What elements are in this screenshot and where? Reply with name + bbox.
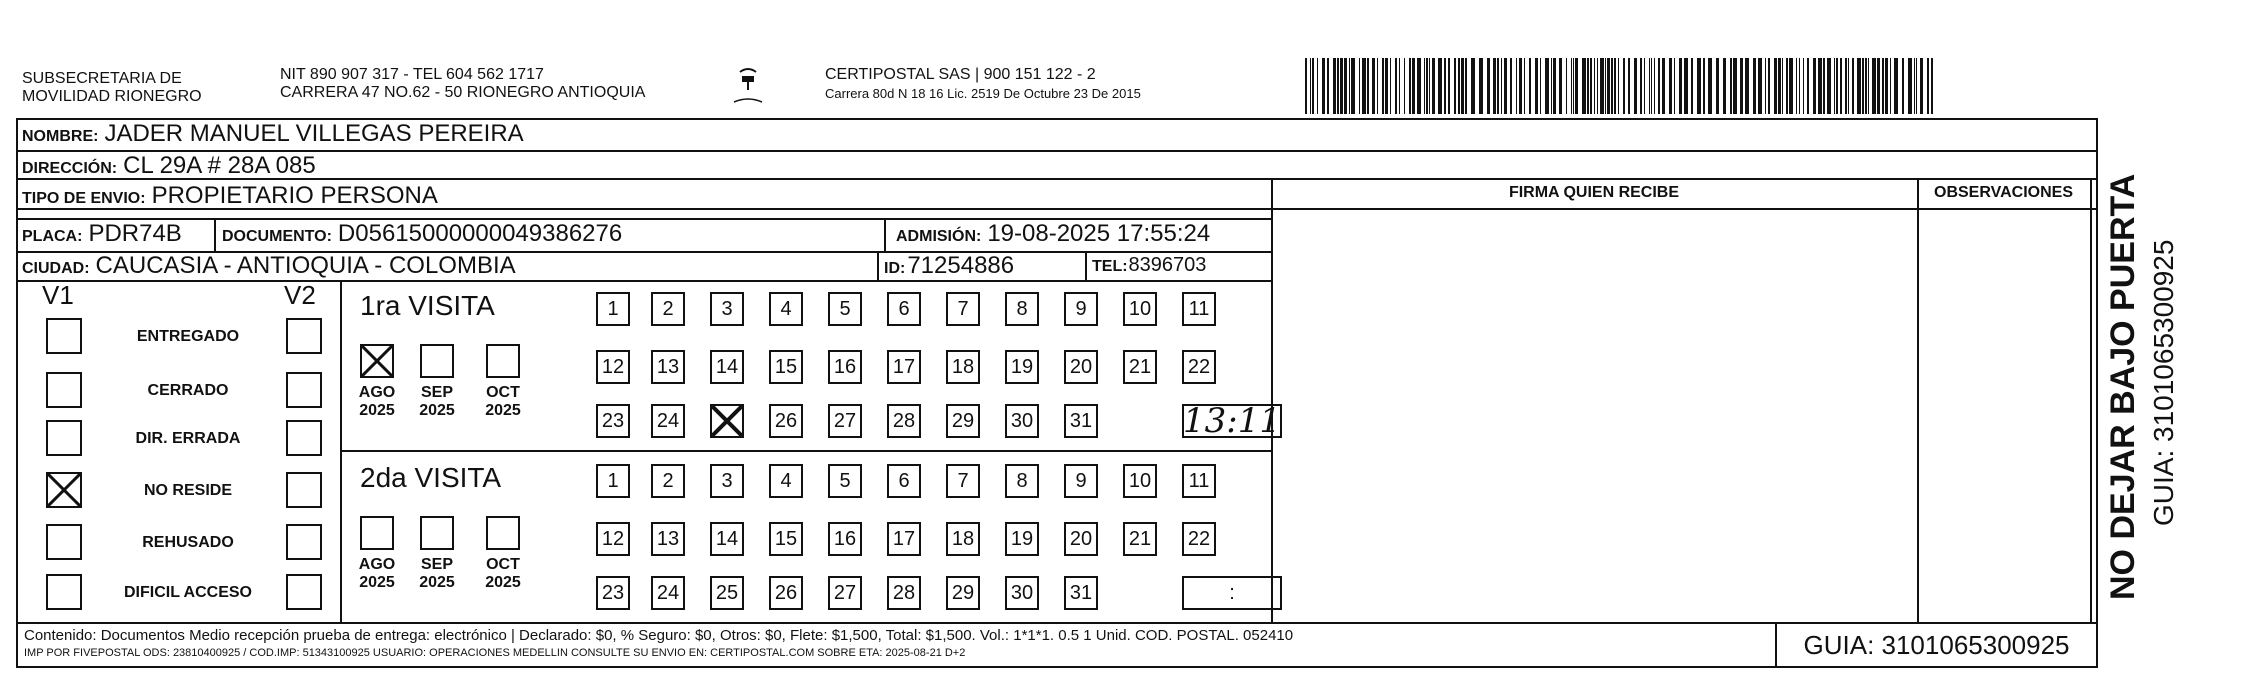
tipo-envio-value: PROPIETARIO PERSONA [151, 182, 438, 209]
v1-checkbox-6[interactable] [46, 574, 82, 610]
day-box-12[interactable]: 12 [596, 350, 630, 384]
footer-guia: GUIA: 3101065300925 [1803, 630, 2070, 660]
documento-label: DOCUMENTO: [222, 228, 332, 245]
month-year: 2025 [419, 574, 455, 591]
time-value: : [1229, 581, 1235, 604]
day-box-9[interactable]: 9 [1064, 464, 1098, 498]
courier-line-1: CERTIPOSTAL SAS | 900 151 122 - 2 [825, 66, 1096, 83]
v2-checkbox-3[interactable] [286, 420, 322, 456]
day-box-4[interactable]: 4 [769, 464, 803, 498]
status-label: ENTREGADO [136, 328, 240, 345]
time-value: 13:11 [1183, 401, 1281, 441]
month-checkbox[interactable] [420, 344, 454, 378]
day-box-24[interactable]: 24 [651, 404, 685, 438]
day-box-31[interactable]: 31 [1064, 404, 1098, 438]
day-box-6[interactable]: 6 [887, 292, 921, 326]
day-box-17[interactable]: 17 [887, 350, 921, 384]
month-name: OCT [486, 556, 520, 573]
day-box-26[interactable]: 26 [769, 404, 803, 438]
day-box-20[interactable]: 20 [1064, 350, 1098, 384]
day-box-7[interactable]: 7 [946, 464, 980, 498]
status-label: NO RESIDE [143, 482, 232, 499]
ciudad-row [22, 252, 516, 280]
day-box-19[interactable]: 19 [1005, 350, 1039, 384]
v2-header: V2 [284, 280, 316, 310]
ciudad-value: CAUCASIA - ANTIOQUIA - COLOMBIA [95, 252, 516, 279]
footer-line-2: IMP POR FIVEPOSTAL ODS: 23810400925 / COD.IMP: 51343100925 USUARIO: OPERACIONES MEDELLIN CONSULTE SU ENVIO EN: CERTIPOSTAL.COM SOBRE ETA: 2025-08-21 D+2 [24, 647, 966, 659]
day-box-21[interactable]: 21 [1123, 522, 1157, 556]
courier-line-2: Carrera 80d N 18 16 Lic. 2519 De Octubre 23 De 2015 [825, 86, 1141, 101]
day-box-18[interactable]: 18 [946, 350, 980, 384]
direccion-row [22, 152, 316, 180]
month-label [352, 384, 402, 420]
id-value: 71254886 [907, 252, 1015, 279]
month-checkbox[interactable] [486, 516, 520, 550]
day-box-1[interactable]: 1 [596, 292, 630, 326]
id-row [884, 252, 1014, 280]
nit-line: NIT 890 907 317 - TEL 604 562 1717 [280, 66, 544, 83]
v1-checkbox-2[interactable] [46, 372, 82, 408]
placa-value: PDR74B [88, 220, 182, 247]
v1-checkbox-3[interactable] [46, 420, 82, 456]
barcode [1305, 58, 1935, 114]
day-box-28[interactable]: 28 [887, 404, 921, 438]
day-box-29[interactable]: 29 [946, 576, 980, 610]
day-box-22[interactable]: 22 [1182, 350, 1216, 384]
direccion-value: CL 29A # 28A 085 [123, 152, 316, 179]
day-box-1[interactable]: 1 [596, 464, 630, 498]
day-box-3[interactable]: 3 [710, 292, 744, 326]
day-box-9[interactable]: 9 [1064, 292, 1098, 326]
month-label [478, 556, 528, 592]
day-box-30[interactable]: 30 [1005, 576, 1039, 610]
day-box-11[interactable]: 11 [1182, 292, 1216, 326]
v2-checkbox-1[interactable] [286, 318, 322, 354]
status-label: DIFICIL ACCESO [123, 584, 252, 601]
admision-label: ADMISIÓN: [896, 228, 982, 245]
day-box-17[interactable]: 17 [887, 522, 921, 556]
day-box-18[interactable]: 18 [946, 522, 980, 556]
day-box-4[interactable]: 4 [769, 292, 803, 326]
v2-checkbox-4[interactable] [286, 472, 322, 508]
time-box[interactable] [1182, 576, 1282, 610]
org-name [22, 70, 202, 106]
visit-title: 1ra VISITA [360, 290, 495, 321]
side-guia: GUIA: 3101065300925 [2148, 239, 2179, 526]
day-box-26[interactable]: 26 [769, 576, 803, 610]
day-box-23[interactable]: 23 [596, 404, 630, 438]
day-box-2[interactable]: 2 [651, 464, 685, 498]
month-label [412, 556, 462, 592]
tel-row [1092, 254, 1206, 277]
courier-info [825, 66, 1141, 101]
v1-header: V1 [42, 280, 74, 310]
day-box-3[interactable]: 3 [710, 464, 744, 498]
day-box-23[interactable]: 23 [596, 576, 630, 610]
day-box-28[interactable]: 28 [887, 576, 921, 610]
day-box-19[interactable]: 19 [1005, 522, 1039, 556]
day-box-16[interactable]: 16 [828, 350, 862, 384]
day-box-14[interactable]: 14 [710, 522, 744, 556]
day-box-27[interactable]: 27 [828, 576, 862, 610]
documento-row [222, 220, 622, 248]
day-box-8[interactable]: 8 [1005, 292, 1039, 326]
day-box-11[interactable]: 11 [1182, 464, 1216, 498]
day-box-27[interactable]: 27 [828, 404, 862, 438]
address-line: CARRERA 47 NO.62 - 50 RIONEGRO ANTIOQUIA [280, 84, 646, 101]
day-box-25[interactable] [710, 404, 744, 438]
side-warning: NO DEJAR BAJO PUERTA [2104, 173, 2142, 600]
month-checkbox[interactable] [486, 344, 520, 378]
month-year: 2025 [485, 574, 521, 591]
day-box-2[interactable]: 2 [651, 292, 685, 326]
month-checkbox[interactable] [360, 516, 394, 550]
firma-header: FIRMA QUIEN RECIBE [1508, 184, 1680, 201]
nombre-label: NOMBRE: [22, 128, 99, 145]
month-label [412, 384, 462, 420]
id-label: ID: [884, 260, 906, 277]
day-box-12[interactable]: 12 [596, 522, 630, 556]
admision-row [896, 220, 1210, 248]
day-box-15[interactable]: 15 [769, 522, 803, 556]
visit-title: 2da VISITA [360, 462, 502, 493]
day-box-31[interactable]: 31 [1064, 576, 1098, 610]
day-box-24[interactable]: 24 [651, 576, 685, 610]
tel-label: TEL: [1092, 258, 1128, 275]
v1-checkbox-4[interactable] [46, 472, 82, 508]
month-name: AGO [358, 556, 396, 573]
ciudad-label: CIUDAD: [22, 260, 90, 277]
tipo-envio-row [22, 182, 438, 210]
org-contact [280, 66, 645, 102]
time-box[interactable] [1182, 401, 1282, 441]
admision-value: 19-08-2025 17:55:24 [987, 220, 1211, 247]
day-box-6[interactable]: 6 [887, 464, 921, 498]
month-name: OCT [486, 384, 520, 401]
day-box-5[interactable]: 5 [828, 464, 862, 498]
month-label [478, 384, 528, 420]
day-box-22[interactable]: 22 [1182, 522, 1216, 556]
month-year: 2025 [359, 574, 395, 591]
tel-value: 8396703 [1128, 254, 1207, 276]
v2-checkbox-6[interactable] [286, 574, 322, 610]
month-year: 2025 [359, 402, 395, 419]
observaciones-header: OBSERVACIONES [1934, 184, 2073, 201]
placa-row [22, 220, 182, 248]
day-box-25[interactable]: 25 [710, 576, 744, 610]
month-year: 2025 [419, 402, 455, 419]
org-line-1: SUBSECRETARIA DE [22, 70, 182, 87]
day-box-14[interactable]: 14 [710, 350, 744, 384]
placa-label: PLACA: [22, 228, 83, 245]
status-label: REHUSADO [142, 534, 234, 551]
v1-checkbox-5[interactable] [46, 524, 82, 560]
tipo-envio-label: TIPO DE ENVIO: [22, 190, 146, 207]
direccion-label: DIRECCIÓN: [22, 160, 118, 177]
day-box-30[interactable]: 30 [1005, 404, 1039, 438]
month-checkbox[interactable] [360, 344, 394, 378]
month-name: SEP [420, 556, 453, 573]
nombre-value: JADER MANUEL VILLEGAS PEREIRA [104, 120, 524, 147]
org-line-2: MOVILIDAD RIONEGRO [22, 88, 202, 105]
month-label [352, 556, 402, 592]
day-box-13[interactable]: 13 [651, 350, 685, 384]
status-label: DIR. ERRADA [135, 430, 241, 447]
month-checkbox[interactable] [420, 516, 454, 550]
courier-logo-icon [728, 62, 768, 112]
v1-checkbox-1[interactable] [46, 318, 82, 354]
day-box-20[interactable]: 20 [1064, 522, 1098, 556]
month-year: 2025 [485, 402, 521, 419]
nombre-row [22, 120, 524, 148]
day-box-7[interactable]: 7 [946, 292, 980, 326]
day-box-15[interactable]: 15 [769, 350, 803, 384]
day-box-16[interactable]: 16 [828, 522, 862, 556]
month-name: AGO [358, 384, 396, 401]
day-box-13[interactable]: 13 [651, 522, 685, 556]
v2-checkbox-5[interactable] [286, 524, 322, 560]
documento-value: D05615000000049386276 [337, 220, 623, 247]
footer-content [24, 626, 1769, 661]
day-box-10[interactable]: 10 [1123, 292, 1157, 326]
day-box-8[interactable]: 8 [1005, 464, 1039, 498]
footer-line-1: Contenido: Documentos Medio recepción prueba de entrega: electrónico | Declarado: $0, % Seguro: $0, Otros: $0, Flete: $1,500, Total: $1,500. Vol.: 1*1*1. 0.5 1 Unid. COD. POSTAL. 052410 [24, 627, 1294, 644]
day-box-21[interactable]: 21 [1123, 350, 1157, 384]
status-label: CERRADO [147, 382, 229, 399]
v2-checkbox-2[interactable] [286, 372, 322, 408]
day-box-29[interactable]: 29 [946, 404, 980, 438]
day-box-10[interactable]: 10 [1123, 464, 1157, 498]
day-box-5[interactable]: 5 [828, 292, 862, 326]
month-name: SEP [420, 384, 453, 401]
